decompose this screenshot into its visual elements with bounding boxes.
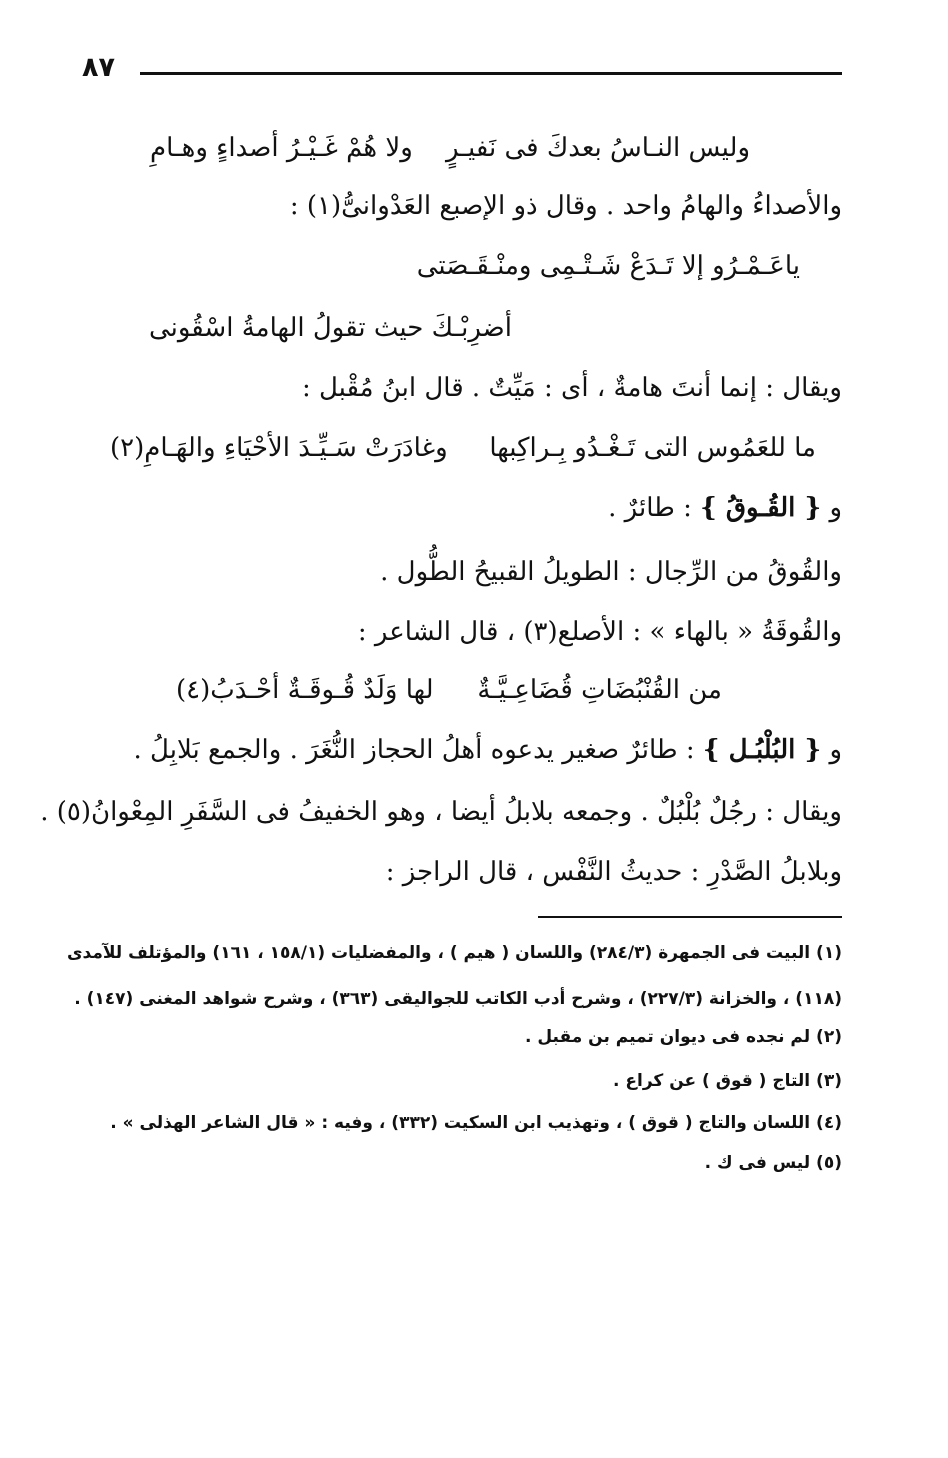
- verse-4-hemistich-1: من القُنْبُضَاتِ قُضَاعِـيَّـةٌ: [477, 675, 722, 705]
- body-line-7: [122, 488, 842, 528]
- page-number: ٨٧: [82, 52, 115, 83]
- body-line-12: ويقال : رجُلٌ بُلْبُلٌ . وجمعه بلابلُ أيضا ، وهو الخفيفُ فى السَّفَرِ المِعْوانُ(٥) .: [40, 797, 842, 827]
- entry-headword-bulbul: { البُلْبُـل }: [702, 735, 822, 765]
- verse-2-first-hemistich: ياعَـمْـرُو إلا تَـدَعْ شَـتْـمِى ومنْـقَـصَتى: [416, 251, 800, 281]
- entry-headword-quq: { القُـوقُ }: [700, 493, 822, 523]
- body-line-8: والقُوقُ من الرِّجال : الطويلُ القبيحُ الطُّول .: [380, 557, 842, 587]
- verse-1-hemistich-2: ولا هُمْ غَـيْـرُ أصداءٍ وهـامِ: [150, 133, 413, 163]
- verse-4-hemistich-2: لها وَلَدٌ قُـوقَـةٌ أحْـدَبُ(٤): [176, 675, 434, 705]
- footnote-2: (٢) لم نجده فى ديوان تميم بن مقبل .: [525, 1027, 842, 1047]
- verse-1-hemistich-1: وليس النـاسُ بعدكَ فى نَفيـرٍ: [446, 133, 750, 163]
- footnote-1-continued: (١١٨) ، والخزانة (٢٢٧/٣) ، وشرح أدب الكاتب للجواليقى (٣٦٣) ، وشرح شواهد المغنى (١٤٧) .: [74, 989, 842, 1009]
- footnote-1: (١) البيت فى الجمهرة (٢٨٤/٣) واللسان ( هيم ) ، والمفضليات (١٥٨/١ ، ١٦١) والمؤتلف للآمدى: [66, 943, 842, 963]
- footnote-5: (٥) ليس فى ك .: [704, 1153, 842, 1173]
- verse-2-second-hemistich: أضرِبْـكَ حيث تقولُ الهامةُ اسْقُونى: [148, 313, 512, 343]
- header-rule: [140, 72, 842, 75]
- body-line-9: والقُوقَةُ « بالهاء » : الأصلع(٣) ، قال الشاعر :: [357, 617, 842, 647]
- body-line-5: ويقال : إنما أنتَ هامةٌ ، أى : مَيِّتٌ . قال ابنُ مُقْبل :: [301, 373, 842, 403]
- verse-3-hemistich-2: وغادَرَتْ سَـيِّـدَ الأحْيَاءِ والهَـامِ(٢): [110, 433, 448, 463]
- footnote-4: (٤) اللسان والتاج ( قوق ) ، وتهذيب ابن السكيت (٣٣٢) ، وفيه : « قال الشاعر الهذلى » .: [110, 1113, 842, 1133]
- verse-3-hemistich-1: ما للعَمُوس التى تَـغْـدُو بِـراكِبها: [489, 433, 816, 463]
- footnote-rule: [538, 916, 842, 918]
- body-line-2: والأصداءُ والهامُ واحد . وقال ذو الإصبع العَدْوانىُّ(١) :: [289, 191, 842, 221]
- entry-definition: : طائرٌ صغير يدعوه أهلُ الحجاز النُّغَرَ . والجمع بَلابِلُ .: [133, 735, 695, 765]
- footnote-3: (٣) التاج ( قوق ) عن كراع .: [613, 1071, 842, 1091]
- body-line-11: [122, 730, 842, 770]
- entry-definition: : طائرٌ .: [608, 493, 692, 523]
- conjunction: و: [829, 735, 842, 765]
- conjunction: و: [829, 493, 842, 523]
- body-line-13: وبلابلُ الصَّدْرِ : حديثُ النَّفْس ، قال الراجز :: [385, 857, 842, 887]
